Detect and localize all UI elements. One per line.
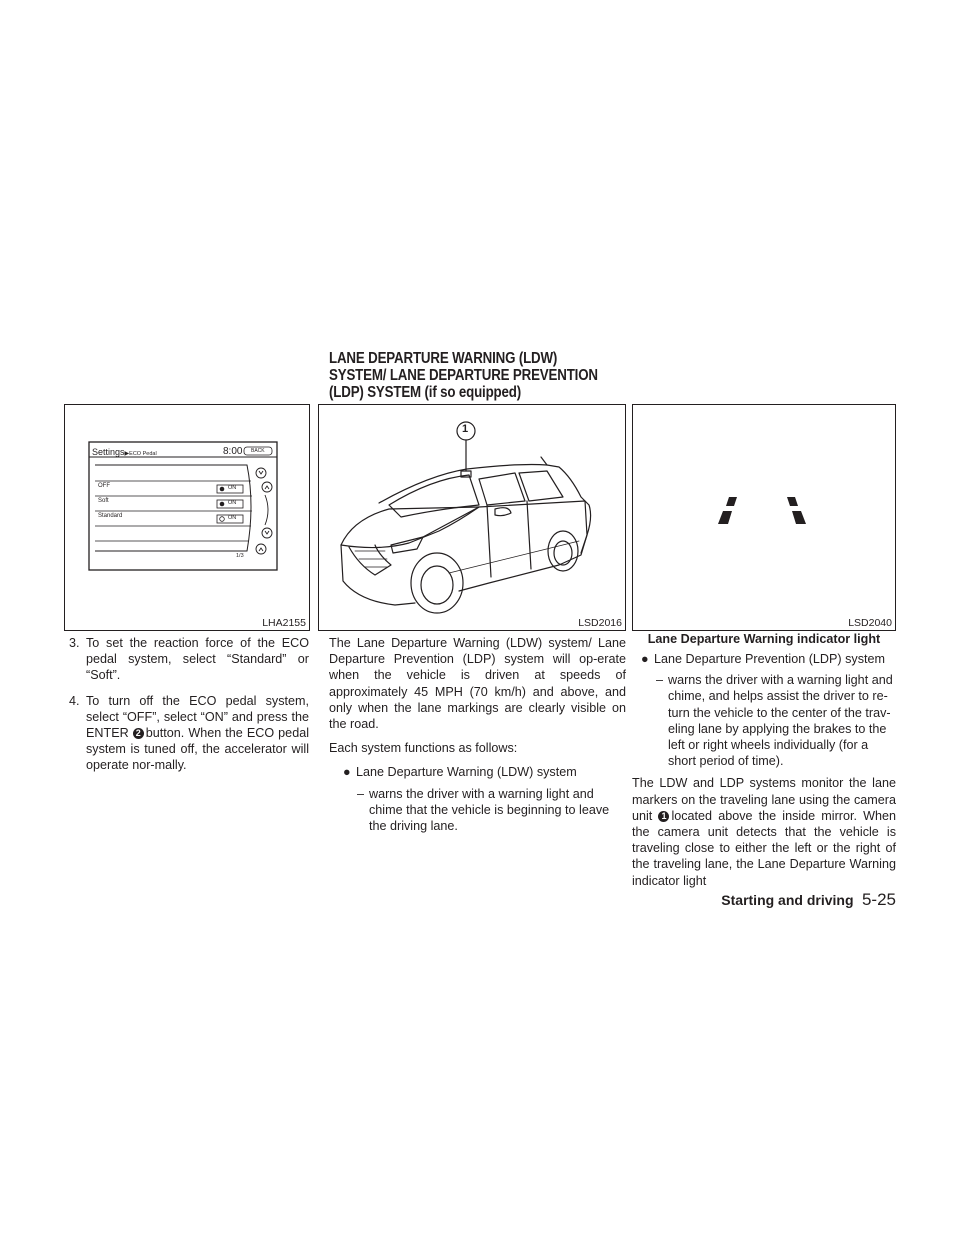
figure-code: LSD2016 <box>578 617 622 629</box>
bullet-text: Lane Departure Prevention (LDP) system <box>654 652 885 666</box>
left-lane-dash <box>718 511 732 524</box>
radio-dot-empty <box>220 517 225 522</box>
figure-caption: Lane Departure Warning indicator light <box>647 632 881 646</box>
bullet-text: Lane Departure Warning (LDW) system <box>356 765 577 780</box>
front-bumper <box>341 545 415 605</box>
page-indicator: 1/3 <box>236 553 244 559</box>
eco-pedal-screen-figure <box>64 404 310 631</box>
section-title-line-1: LANE DEPARTURE WARNING (LDW) <box>329 350 558 367</box>
knob-arrow <box>259 548 263 551</box>
step-3 <box>66 635 309 684</box>
bullet-icon: ● <box>343 765 351 780</box>
column-3-text <box>632 651 897 897</box>
step-4 <box>66 693 309 774</box>
vehicle-illustration <box>319 405 625 630</box>
figure-code: LSD2040 <box>848 617 892 629</box>
knob-icon <box>262 528 272 538</box>
front-rim <box>421 566 453 604</box>
column-1-text <box>66 635 309 783</box>
left-lane-dash <box>726 497 737 506</box>
section-title-line-3: (LDP) SYSTEM (if so equipped) <box>329 384 521 401</box>
page-number: 5-25 <box>861 890 896 909</box>
callout-number-icon: 2 <box>133 728 144 739</box>
row-status: ON <box>228 515 237 521</box>
paragraph-part: The LDW and LDP systems monitor the lane markers on the traveling lane using the camera unit <box>632 776 896 823</box>
step-text-part: button. When the ECO pedal system is tuned off, the accelerator will operate nor-mally. <box>86 726 309 773</box>
side-mirror <box>495 508 511 516</box>
vehicle-figure <box>318 404 626 631</box>
bullet-icon: ● <box>641 652 649 666</box>
windshield <box>389 475 479 517</box>
paragraph-part: located above the inside mirror. When the camera unit detects that the vehicle is traveling close to either the left or the right of the traveling lane, the Lane Departure Warning indicator light <box>632 808 897 888</box>
dash-item <box>656 672 896 769</box>
callout-label: 1 <box>462 423 469 435</box>
ldw-indicator-figure <box>632 404 896 631</box>
lane-indicator-icon <box>633 405 895 630</box>
column-2-text <box>329 635 626 840</box>
screen-title-wrap <box>92 447 157 457</box>
screen-title: Settings <box>92 447 125 457</box>
side-window-rear <box>519 471 563 501</box>
right-lane-dash <box>792 511 806 524</box>
dash-icon: – <box>656 673 664 688</box>
door-line <box>527 501 531 569</box>
scroll-track <box>265 495 268 525</box>
paragraph <box>632 775 896 888</box>
row-label-off: OFF <box>98 483 110 489</box>
paragraph: The Lane Departure Warning (LDW) system/ Lane Departure Prevention (LDP) system will op-erate when the vehicle is driven at speeds of approximately 45 MPH (70 km/h) and above, and only when the lane markings are clearly visible on the road. <box>329 636 626 732</box>
step-text <box>86 693 309 774</box>
bullet-item <box>641 651 896 667</box>
page-footer <box>700 890 896 910</box>
side-trim <box>449 541 579 573</box>
side-body <box>423 501 587 591</box>
row-label-soft: Soft <box>98 498 109 504</box>
dash-text: warns the driver with a warning light and chime that the vehicle is beginning to leave the driving lane. <box>369 786 610 834</box>
step-text: To set the reaction force of the ECO pedal system, select “Standard” or “Soft”. <box>86 636 309 683</box>
dash-item <box>357 786 626 835</box>
right-lane-dash <box>787 497 798 506</box>
row-label-standard: Standard <box>98 513 123 519</box>
knob-arrow <box>265 531 269 534</box>
paragraph: Each system functions as follows: <box>329 741 518 756</box>
dash-icon: – <box>357 786 365 801</box>
row-status: ON <box>228 500 237 506</box>
section-title-line-2: SYSTEM/ LANE DEPARTURE PREVENTION <box>329 367 598 384</box>
step-number: 3. <box>69 636 80 650</box>
hood <box>341 507 479 548</box>
knob-arrow <box>259 471 263 474</box>
breadcrumb-arrow-icon: ▶ <box>124 451 130 457</box>
step-text-part: To turn off the ECO pedal system, select “OFF”, select “ON” and press the ENTER <box>86 693 309 741</box>
radio-dot-filled <box>220 502 225 507</box>
callout-number-icon: 1 <box>658 811 669 822</box>
screen-breadcrumb: ECO Pedal <box>129 451 157 457</box>
grille <box>349 545 391 575</box>
door-line <box>487 505 491 577</box>
knob-icon <box>262 482 272 492</box>
dash-text: warns the driver with a warning light and chime, and helps assist the driver to re-turn the vehicle to the center of the trav-eling lane by applying the brakes to the left or right wheels individually (for a short period of time). <box>668 673 893 769</box>
knob-arrow <box>265 486 269 489</box>
knob-icon <box>256 544 266 554</box>
side-window-front <box>479 473 525 505</box>
knob-icon <box>256 468 266 478</box>
figure-code: LHA2155 <box>262 617 306 629</box>
bullet-item <box>343 764 626 780</box>
section-title <box>329 350 598 401</box>
step-number: 4. <box>69 693 80 708</box>
antenna <box>541 457 547 465</box>
grille-slats <box>355 551 387 567</box>
radio-dot-filled <box>220 487 225 492</box>
footer-section-title: Starting and driving <box>721 892 854 908</box>
row-status: ON <box>228 485 237 491</box>
screen-back-label: BACK <box>251 448 265 454</box>
screen-time: 8:00 <box>223 446 243 457</box>
